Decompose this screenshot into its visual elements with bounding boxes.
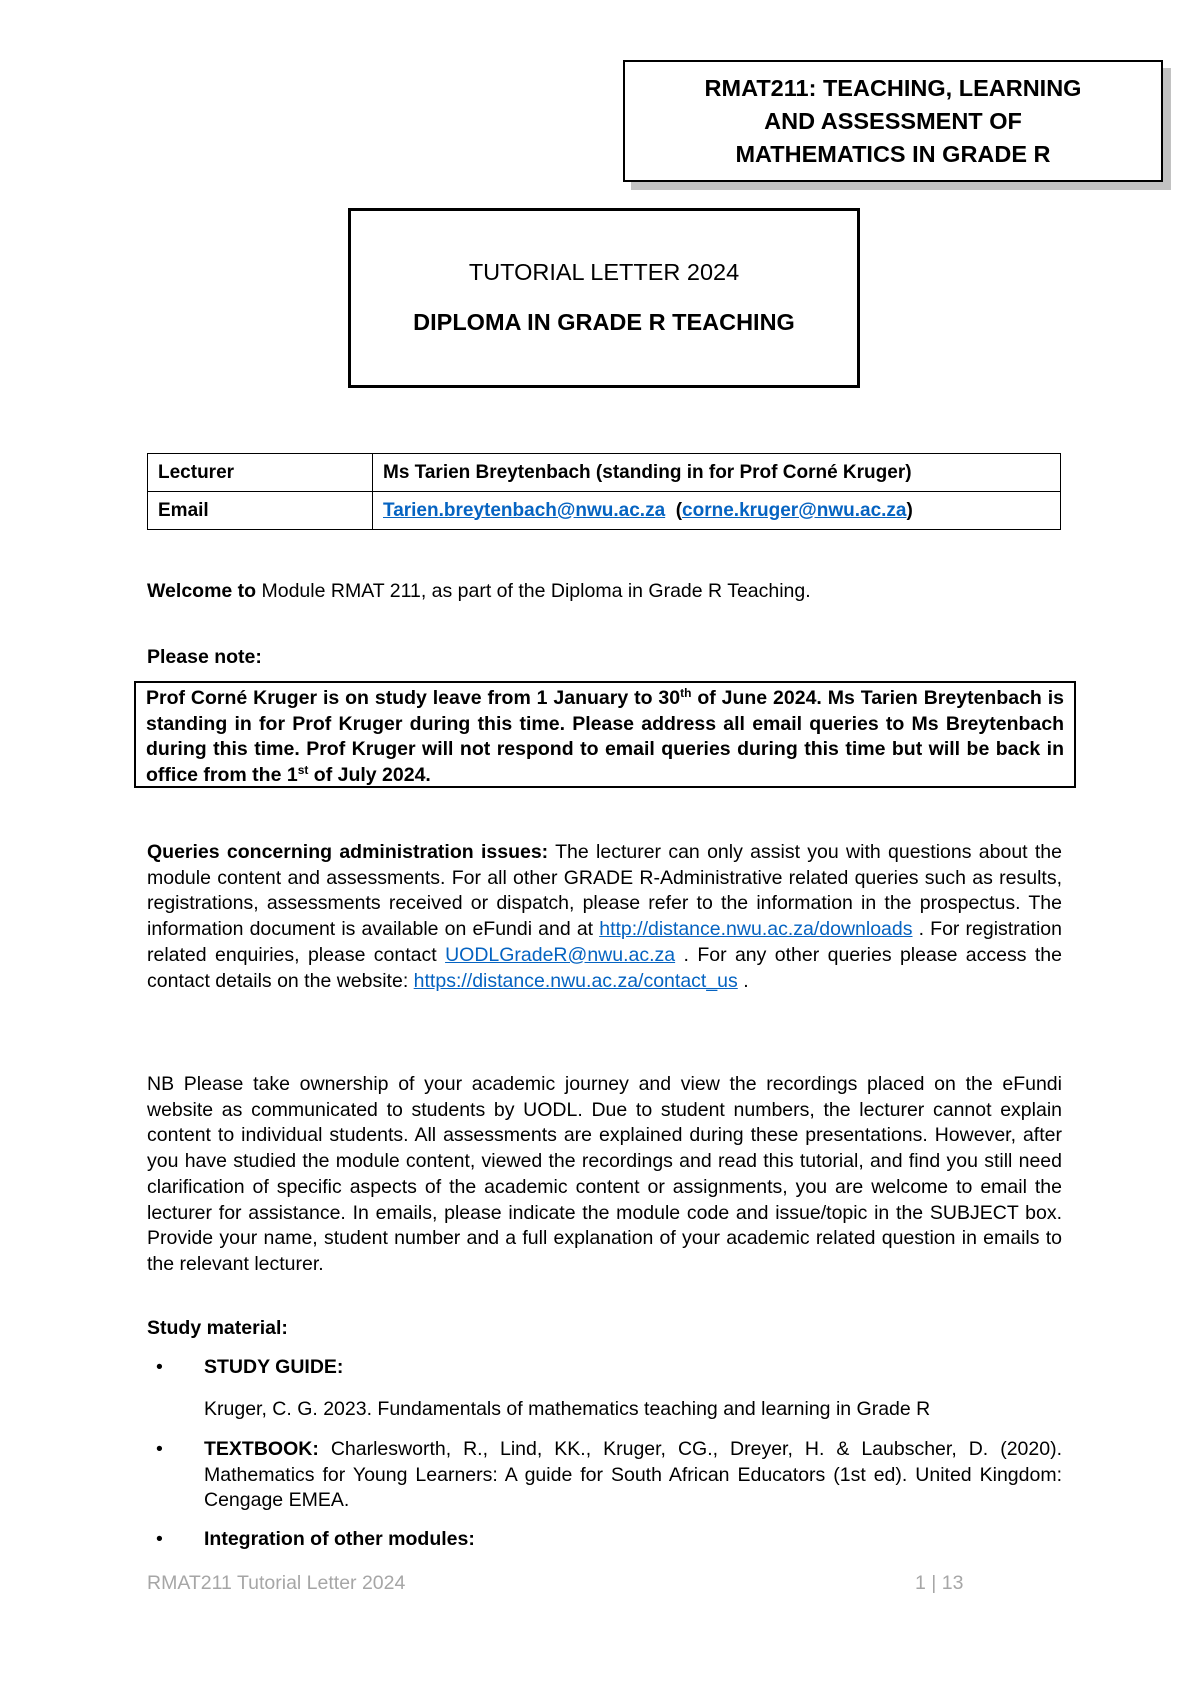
- welcome-text: Module RMAT 211, as part of the Diploma in Grade R Teaching.: [256, 580, 811, 602]
- welcome-bold: Welcome to: [147, 580, 257, 602]
- bullet-icon: •: [156, 1356, 163, 1378]
- list-item-integration: [147, 1527, 1062, 1553]
- email-close-paren: ): [906, 499, 913, 521]
- integration-label: Integration of other modules:: [204, 1528, 475, 1550]
- bullet-icon: •: [156, 1438, 163, 1460]
- list-item-textbook: [147, 1437, 1062, 1515]
- list-item-study-guide: [147, 1355, 1062, 1381]
- registration-email-link[interactable]: UODLGradeR@nwu.ac.za: [445, 943, 676, 966]
- contact-us-link[interactable]: https://distance.nwu.ac.za/contact_us: [413, 969, 738, 992]
- queries-text-3: . For any other queries please access the contact details on the website:: [147, 943, 1062, 992]
- study-leave-notice: [134, 681, 1076, 788]
- queries-text-2: . For registration related enquiries, please contact: [147, 918, 1062, 966]
- module-title-line-1: RMAT211: TEACHING, LEARNING: [704, 74, 1082, 101]
- module-title-line-2: AND ASSESSMENT OF: [764, 107, 1022, 134]
- lecturer-value: Ms Tarien Breytenbach (standing in for Prof Corné Kruger): [373, 454, 1061, 492]
- lecturer-label: Lecturer: [148, 454, 373, 492]
- email-value: [373, 492, 1061, 530]
- queries-text-4: .: [737, 969, 749, 992]
- notice-sup-1: th: [680, 686, 692, 700]
- study-material-heading: Study material:: [147, 1317, 288, 1339]
- secondary-email-link[interactable]: corne.kruger@nwu.ac.za: [682, 499, 907, 521]
- tutorial-letter-box: [348, 208, 860, 388]
- footer-title: RMAT211 Tutorial Letter 2024: [147, 1572, 406, 1594]
- lecturer-row: [148, 454, 1061, 492]
- study-guide-reference: Kruger, C. G. 2023. Fundamentals of mathematics teaching and learning in Grade R: [204, 1398, 931, 1420]
- module-title-box: [623, 60, 1163, 182]
- notice-text-2: of June 2024. Ms Tarien Breytenbach is standing in for Prof Kruger during this time. Please address all email queries to Ms Breytenbach during this time. Prof Kruger will not respond to email queries during this time but will be back in office from the 1: [146, 687, 1064, 786]
- downloads-link[interactable]: http://distance.nwu.ac.za/downloads: [599, 918, 913, 941]
- tutorial-letter-title: TUTORIAL LETTER 2024: [468, 259, 740, 285]
- queries-paragraph: [147, 840, 1062, 994]
- textbook-entry: [204, 1437, 1062, 1514]
- email-open-paren: (: [675, 499, 683, 521]
- notice-text-1: Prof Corné Kruger is on study leave from 1 January to 30: [146, 687, 681, 709]
- page-number: 1 | 13: [915, 1572, 964, 1594]
- queries-heading: Queries concerning administration issues:: [147, 841, 549, 863]
- textbook-label: TEXTBOOK:: [204, 1438, 319, 1460]
- nb-paragraph: NB Please take ownership of your academic journey and view the recordings placed on the eFundi website as communicated to students by UODL. Due to student numbers, the lecturer cannot explain content to individual students. All assessments are explained during these presentations. However, after you have studied the module content, viewed the recordings and read this tutorial, and find you still need clarification of specific aspects of the academic content or assignments, you are welcome to email the lecturer for assistance. In emails, please indicate the module code and issue/topic in the SUBJECT box. Provide your name, student number and a full explanation of your academic related question in emails to the relevant lecturer.: [147, 1073, 1062, 1275]
- please-note-heading: Please note:: [147, 646, 262, 668]
- notice-text-3: of July 2024.: [308, 763, 431, 786]
- module-title-line-3: MATHEMATICS IN GRADE R: [735, 140, 1051, 167]
- welcome-paragraph: [147, 579, 1062, 605]
- textbook-reference: Charlesworth, R., Lind, KK., Kruger, CG., Dreyer, H. & Laubscher, D. (2020). Mathematics for Young Learners: A guide for South African Educators (1st ed). United Kingdom: Cengage EMEA.: [204, 1438, 1062, 1512]
- study-guide-label: STUDY GUIDE:: [204, 1356, 344, 1378]
- queries-text-1: The lecturer can only assist you with questions about the module content and assessments. For all other GRADE R-Administrative related queries such as results, registrations, assessments received or dispatch, please refer to the information in the prospectus. The information document is available on eFundi and at: [147, 841, 1062, 941]
- notice-sup-2: st: [297, 762, 309, 777]
- bullet-icon: •: [156, 1528, 163, 1550]
- email-row: [148, 492, 1061, 530]
- email-label: Email: [148, 492, 373, 530]
- diploma-title: DIPLOMA IN GRADE R TEACHING: [413, 309, 795, 335]
- primary-email-link[interactable]: Tarien.breytenbach@nwu.ac.za: [383, 499, 666, 521]
- contact-table: [147, 453, 1061, 530]
